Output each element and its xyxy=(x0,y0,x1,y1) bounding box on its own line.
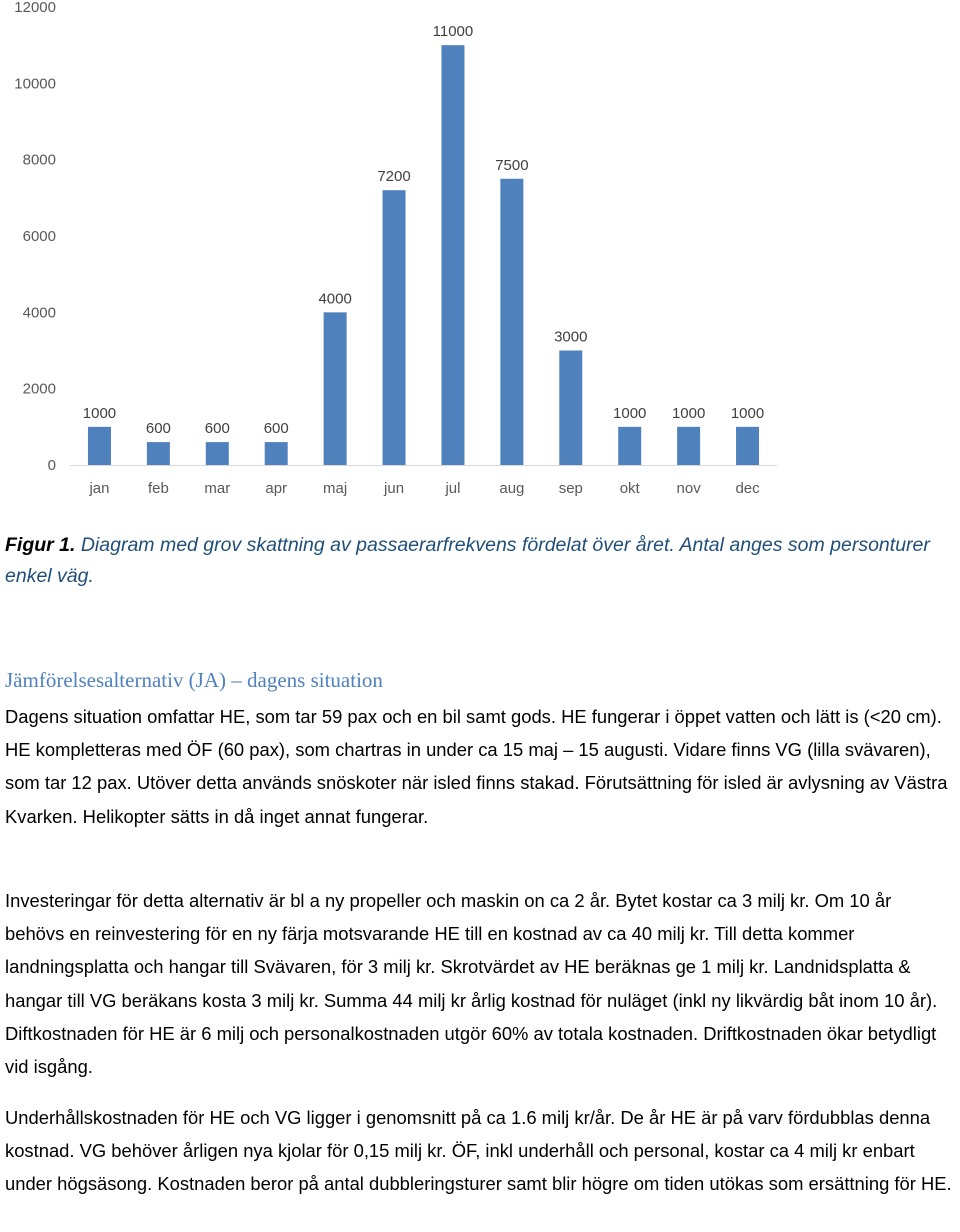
x-tick-label: feb xyxy=(147,480,169,497)
x-tick-label: jan xyxy=(89,480,110,497)
data-label: 1000 xyxy=(671,404,706,422)
data-label: 3000 xyxy=(554,328,588,346)
paragraph-investments: Investeringar för detta alternativ är bl a ny propeller och maskin on ca 2 år. Bytet kostar ca 3 milj kr. Om 10 år behövs en reinvestering för en ny färja motsvarande HE till en kostnad av ca 40 milj kr. Till detta kommer landningsplatta och hangar till Svävaren, för 3 milj kr. Skrotvärdet av HE beräknas ge 1 milj kr. Landnidsplatta & hangar till VG beräkans kosta 3 milj kr. Summa 44 milj kr årlig kostnad för nuläget (inkl ny likvärdig båt inom 10 år). Diftkostnaden för HE är 6 milj och personalkostnaden utgör 60% av totala kostnaden. Driftkostnaden ökar betydligt vid isgång. xyxy=(5,890,938,1078)
bar-nov xyxy=(677,427,700,465)
y-tick-label: 8000 xyxy=(22,151,56,169)
passenger-bar-chart xyxy=(0,0,960,505)
x-tick-label: mar xyxy=(204,480,231,497)
y-tick-label: 4000 xyxy=(22,304,56,322)
data-label: 7500 xyxy=(495,156,529,174)
caption-text: Diagram med grov skattning av passaerarfrekvens fördelat över året. Antal anges som personturer enkel väg. xyxy=(5,534,930,587)
y-tick-label: 0 xyxy=(47,457,56,474)
data-label: 11000 xyxy=(432,23,474,41)
x-tick-label: jul xyxy=(445,480,461,497)
bar-dec xyxy=(736,427,759,465)
paragraph-situation: Dagens situation omfattar HE, som tar 59 pax och en bil samt gods. HE fungerar i öppet vatten och lätt is (<20 cm). HE kompletteras med ÖF (60 pax), som chartras in under ca 15 maj – 15 augusti. Vidare finns VG (lilla svävaren), som tar 12 pax. Utöver detta används snöskoter när isled finns stakad. Förutsättning för isled är avlysning av Västra Kvarken. Helikopter sätts in då inget annat fungerar. xyxy=(5,706,948,827)
y-tick-label: 6000 xyxy=(22,228,56,245)
data-label: 7200 xyxy=(377,168,411,186)
section-heading: Jämförelsesalternativ (JA) – dagens situation xyxy=(5,668,383,692)
caption-label: Figur 1. xyxy=(5,534,76,556)
bar-jul xyxy=(441,45,464,465)
bar-aug xyxy=(500,179,523,465)
bar-jun xyxy=(383,190,406,465)
data-label: 1000 xyxy=(613,404,647,422)
x-tick-label: nov xyxy=(676,480,701,497)
y-tick-label: 10000 xyxy=(14,75,56,93)
bar-feb xyxy=(147,442,170,465)
bar-maj xyxy=(324,312,347,465)
bar-okt xyxy=(618,427,641,465)
figure-caption xyxy=(5,530,935,592)
x-tick-label: aug xyxy=(499,480,525,497)
data-label: 1000 xyxy=(82,404,117,422)
data-label: 600 xyxy=(145,420,171,438)
data-label: 4000 xyxy=(318,290,352,308)
bars xyxy=(83,23,764,465)
data-label: 600 xyxy=(263,420,289,438)
y-tick-label: 2000 xyxy=(22,380,56,398)
data-label: 600 xyxy=(204,420,230,438)
x-tick-label: jun xyxy=(384,480,405,497)
x-axis xyxy=(88,480,760,497)
x-tick-label: okt xyxy=(619,480,640,497)
bar-sep xyxy=(559,351,582,466)
x-tick-label: apr xyxy=(265,480,288,497)
data-label: 1000 xyxy=(730,404,765,422)
bar-apr xyxy=(265,442,288,465)
x-tick-label: sep xyxy=(558,480,583,497)
bar-jan xyxy=(88,427,111,465)
x-tick-label: maj xyxy=(323,480,348,497)
paragraph-maintenance: Underhållskostnaden för HE och VG ligger i genomsnitt på ca 1.6 milj kr/år. De år HE är på varv fördubblas denna kostnad. VG behöver årligen nya kjolar för 0,15 milj kr. ÖF, inkl underhåll och personal, kostar ca 4 milj kr enbart under högsäsong. Kostnaden beror på antal dubbleringsturer samt blir högre om tiden utökas som ersättning för HE. xyxy=(5,1107,952,1195)
bar-mar xyxy=(206,442,229,465)
y-tick-label: 12000 xyxy=(14,0,56,16)
x-tick-label: dec xyxy=(735,480,760,497)
y-axis xyxy=(14,0,56,474)
